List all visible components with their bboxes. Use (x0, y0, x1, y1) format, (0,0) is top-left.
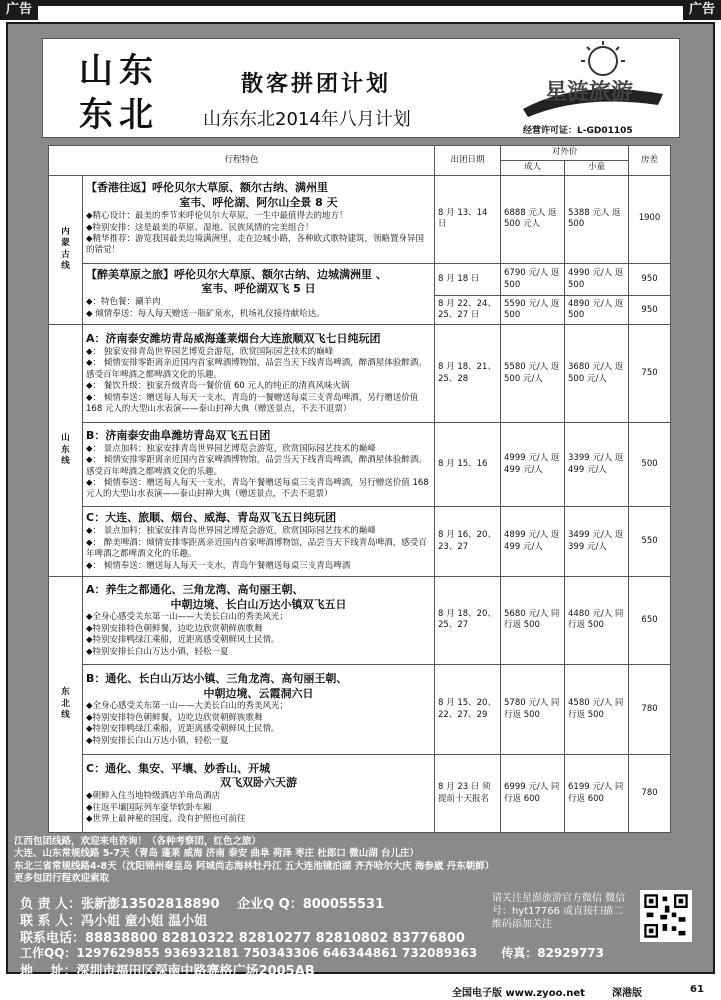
note-line: 更多包团行程欢迎索取 (14, 873, 110, 885)
table-row (49, 576, 671, 664)
route-item: ◆： 倾情安排零距离亲近国内首家啤酒博物馆，品尝当天下线青岛啤酒，醉酒屋体验醉酒。感受百年啤酒之都啤酒文化的乐趣。 (86, 455, 427, 477)
child-price: 5388 元人 返 500 (565, 175, 629, 263)
route-cell (83, 325, 435, 423)
logo-text: 星涟旅游 (545, 79, 634, 105)
route-item: ◆： 餐饮升级：独家升级青岛一餐价值 60 元人的纯正的清真风味火锅 (86, 381, 350, 392)
date-cell: 8 月 18、20、25、27 (435, 576, 501, 664)
room-diff: 500 (629, 423, 671, 507)
date-cell: 8 月 16、20、23、27 (435, 507, 501, 577)
title-line-1: 山东 (79, 51, 159, 91)
adult-price: 6790 元/人 返 500 (501, 263, 565, 296)
region-char: 线 (61, 710, 70, 721)
child-price: 4990 元/人 返 500 (565, 263, 629, 296)
col-child: 小童 (565, 160, 629, 175)
route-item: ◆特别安排长白山万达小镇，轻松一夏 (86, 735, 229, 746)
route-item: ◆世界上最神秘的国度，没有护照也可前往 (86, 814, 246, 825)
route-item: ◆特别安排特色朝鲜餐，边吃边欣赏朝鲜族歌舞 (86, 623, 263, 634)
adult-price: 6999 元/人 同行返 600 (501, 755, 565, 833)
route-title: B：济南泰安曲阜潍坊青岛双飞五日团 (86, 428, 271, 442)
date-cell: 8 月 18、21、25、28 (435, 325, 501, 423)
route-cell (83, 423, 435, 507)
note-line: 大连、山东常规线路 5-7天（青岛 蓬莱 威海 济南 泰安 曲阜 荷泽 枣庄 杜郎口 微山湖 台儿庄） (14, 848, 420, 860)
route-title: 室韦、呼伦湖双飞 5 日 (201, 282, 316, 296)
adult-price: 6888 元人 返 500 元人 (501, 175, 565, 263)
date-cell: 8 月 22、24、25、27 日 (435, 296, 501, 325)
contact-phone: 联系电话：88838800 82810322 82810277 82810802 83776800 (20, 931, 465, 946)
route-item: ◆： 倾情奉送：赠送每人每天一支水，青岛的一餐赠送每桌三支青岛啤酒，另行赠送价值 168 元人的大型山水表演——泰山封禅大典（赠送景点，不去不退票） (86, 392, 419, 415)
route-cell (83, 755, 435, 833)
region-char: 线 (61, 456, 70, 467)
route-title: C：大连、旅顺、烟台、威海、青岛双飞五日纯玩团 (86, 511, 337, 525)
footer-notes (14, 836, 706, 885)
top-bar (36, 0, 685, 6)
col-room: 房差 (629, 146, 671, 176)
page-footer (0, 982, 721, 1000)
route-title: C：通化、集安、平壤、妙香山、开城 (86, 761, 271, 775)
table-row (49, 507, 671, 577)
route-item: ◆： 独家安排青岛世界园艺博览会游览，欣赏国际园艺技术的巅峰 (86, 346, 334, 357)
contact-address: 地 址：深圳市福田区深南中路赛格广场2005AB (20, 964, 315, 979)
route-item: ◆特别安排长白山万达小镇，轻松一夏 (86, 646, 229, 657)
route-item: ◆：特色餐：涮羊肉 (86, 297, 161, 308)
adult-price: 4899 元/人 返 499 元/人 (501, 507, 565, 577)
adult-price: 4999 元/人 返 499 元/人 (501, 423, 565, 507)
ad-tag-left: 广告 (0, 0, 38, 20)
route-item: ◆特别安排鸭绿江乘船，近距离感受朝鲜风土民情。 (86, 635, 280, 646)
room-diff: 750 (629, 325, 671, 423)
route-item: ◆： 倾情奉送：赠送每人每天一支水，青岛午餐赠送每桌三支青岛啤酒，另行赠送价值 168 元人的大型山水表演——泰山封禅大典（赠送景点，不去不退票） (86, 478, 429, 500)
room-diff: 950 (629, 296, 671, 325)
route-item: ◆精华推荐：游览我国最美边境满洲里，走在边城小路，各种欧式歌特建筑，领略置身异国的错觉！ (86, 233, 425, 256)
room-diff: 1900 (629, 175, 671, 263)
col-price: 对外价 (501, 146, 629, 161)
route-title: 【香港往返】呼伦贝尔大草原、额尔古纳、满州里 (86, 181, 328, 195)
route-item: ◆： 倾情奉送：赠送每人每天一支水，青岛午餐赠送每桌三支青岛啤酒 (86, 560, 351, 571)
route-item: ◆全身心感受关东第一山——大美长白山的秀美风光； (86, 701, 289, 712)
region-label (49, 576, 83, 832)
route-item: ◆朝鲜入住当地特级酒店羊角岛酒店 (86, 791, 221, 802)
room-diff: 950 (629, 263, 671, 296)
col-date: 出团日期 (435, 146, 501, 176)
col-route: 行程特色 (49, 146, 435, 176)
route-cell (83, 507, 435, 577)
region-char: 蒙 (61, 238, 70, 249)
route-title: B：通化、长白山万达小镇、三角龙湾、高句丽王朝、 (86, 671, 348, 685)
route-title: 双飞双卧六天游 (220, 776, 297, 790)
plan-title: 散客拼团计划 (241, 72, 392, 97)
note-line: 东北三省常规线路4-8天（沈阳锦州秦皇岛 阿城尚志海林牡丹江 五大连池镜泊湖 齐齐哈尔大庆 海参崴 丹东朝鲜） (14, 860, 495, 872)
adult-price: 5590 元/人 返 500 (501, 296, 565, 325)
child-price: 3680 元/人 返 500 元/人 (565, 325, 629, 423)
date-cell: 8 月 13、14 日 (435, 175, 501, 263)
child-price: 4580 元/人 同行返 500 (565, 665, 629, 755)
adult-price: 5780 元/人 同行返 500 (501, 665, 565, 755)
child-price: 6199 元/人 同行返 600 (565, 755, 629, 833)
region-char: 北 (61, 698, 70, 709)
region-char: 线 (61, 261, 70, 272)
route-title: A：养生之都通化、三角龙湾、高句丽王朝、 (86, 582, 304, 596)
date-cell: 8 月 15、16 (435, 423, 501, 507)
route-item: ◆： 景点加料：独家安排青岛世界园艺博览会游览，欣赏国际园艺技术的巅峰 (86, 443, 376, 454)
footer-site: 全国电子版 www.zyoo.net (452, 988, 585, 999)
route-item: ◆往返平壤国际列车豪华软卧车厢 (86, 802, 212, 813)
license-number: 经营许可证：L-GD01105 (523, 126, 633, 136)
region-char: 古 (61, 249, 70, 260)
region-label (49, 325, 83, 577)
adult-price: 5580 元/人 返 500 元/人 (501, 325, 565, 423)
room-diff: 780 (629, 665, 671, 755)
region-char: 东 (61, 687, 70, 698)
route-item: ◆： 醉美啤酒：倾情安排零距离亲近国内首家啤酒博物馆，品尝当天下线青岛啤酒，感受百年啤酒之都啤酒文化的乐趣。 (86, 537, 427, 560)
route-item: ◆精心设计：最美的季节来呼伦贝尔大草原，一生中最值得去的地方！ (86, 211, 348, 222)
route-cell (83, 576, 435, 664)
room-diff: 780 (629, 755, 671, 833)
contact-qq: 工作QQ：1297629855 936932181 750343306 646344861 732089363 传真：82929773 (20, 946, 604, 960)
wechat-note: 请关注星澎旅游官方微信 微信号：hyt17766 或直接扫描二维码添加关注 (492, 893, 626, 930)
route-cell (83, 263, 435, 324)
ad-tag-right: 广告 (683, 0, 721, 20)
adult-price: 5680 元/人 同行返 500 (501, 576, 565, 664)
route-title: 中朝边境、云霞洞六日 (203, 686, 314, 700)
room-diff: 650 (629, 576, 671, 664)
route-item: ◆特别安排特色朝鲜餐，边吃边欣赏朝鲜族歌舞 (86, 712, 263, 723)
table-row (49, 175, 671, 263)
region-char: 山 (61, 433, 70, 444)
room-diff: 550 (629, 507, 671, 577)
route-item: ◆ 倾情奉送：每人每天赠送一瓶矿泉水，机场礼仪接待献哈达。 (86, 308, 325, 319)
title-line-2: 东北 (79, 95, 159, 135)
contact-manager: 负 责 人：张新澎13502818890 企业Q Q：800055531 (20, 897, 385, 912)
table-row (49, 423, 671, 507)
table-row (49, 665, 671, 755)
route-title: 【醉美草原之旅】呼伦贝尔大草原、额尔古纳、边城满洲里 、 (86, 267, 387, 281)
route-item: ◆全身心感受关东第一山——大美长白山的秀美风光； (86, 612, 289, 623)
col-adult: 成人 (501, 160, 565, 175)
route-cell (83, 665, 435, 755)
itinerary-table (48, 145, 671, 833)
brand-logo (483, 39, 673, 121)
child-price: 3499 元/人 返 399 元/人 (565, 507, 629, 577)
route-title: 中朝边境、长白山万达小镇双飞五日 (170, 597, 347, 611)
child-price: 3399 元/人 返 499 元/人 (565, 423, 629, 507)
child-price: 4480 元/人 同行返 500 (565, 576, 629, 664)
route-item: ◆： 倾情安排零距离亲近国内首家啤酒博物馆，品尝当天下线青岛啤酒，醉酒屋体验醉酒。感受百年啤酒之都啤酒文化的乐趣。 (86, 358, 427, 380)
child-price: 4890 元/人 返 500 (565, 296, 629, 325)
table-row (49, 325, 671, 423)
table-row (49, 755, 671, 833)
table-row (49, 263, 671, 296)
footer-edition: 深港版 (612, 988, 642, 999)
route-title: 室韦、呼伦湖、阿尔山全景 8 天 (179, 196, 338, 210)
date-cell: 8 月 23 日 须提前十天报名 (435, 755, 501, 833)
page-header (42, 38, 680, 138)
contact-persons: 联 系 人：冯小姐 童小姐 温小姐 (20, 914, 208, 929)
date-cell: 8 月 15、20、22、27、29 (435, 665, 501, 755)
region-label (49, 175, 83, 324)
note-line: 江西包团线路，欢迎来电咨询！（各种考察团，红色之旅） (14, 836, 262, 847)
route-title: A：济南泰安潍坊青岛威海蓬莱烟台大连旅顺双飞七日纯玩团 (86, 331, 381, 345)
route-item: ◆特别安排：这是最美的草原、湿地、民族风情的完美组合！ (86, 222, 314, 233)
route-cell (83, 175, 435, 263)
route-item: ◆特别安排鸭绿江乘船，近距离感受朝鲜风土民情。 (86, 724, 280, 735)
qr-code-icon (640, 890, 692, 942)
date-cell: 8 月 18 日 (435, 263, 501, 296)
plan-subtitle: 山东东北2014年八月计划 (203, 109, 411, 130)
region-char: 东 (61, 444, 70, 455)
region-char: 内 (61, 226, 70, 237)
route-item: ◆： 景点加料：独家安排青岛世界园艺博览会游览，欣赏国际园艺技术的巅峰 (86, 526, 376, 537)
page-number: 61 (690, 984, 704, 995)
